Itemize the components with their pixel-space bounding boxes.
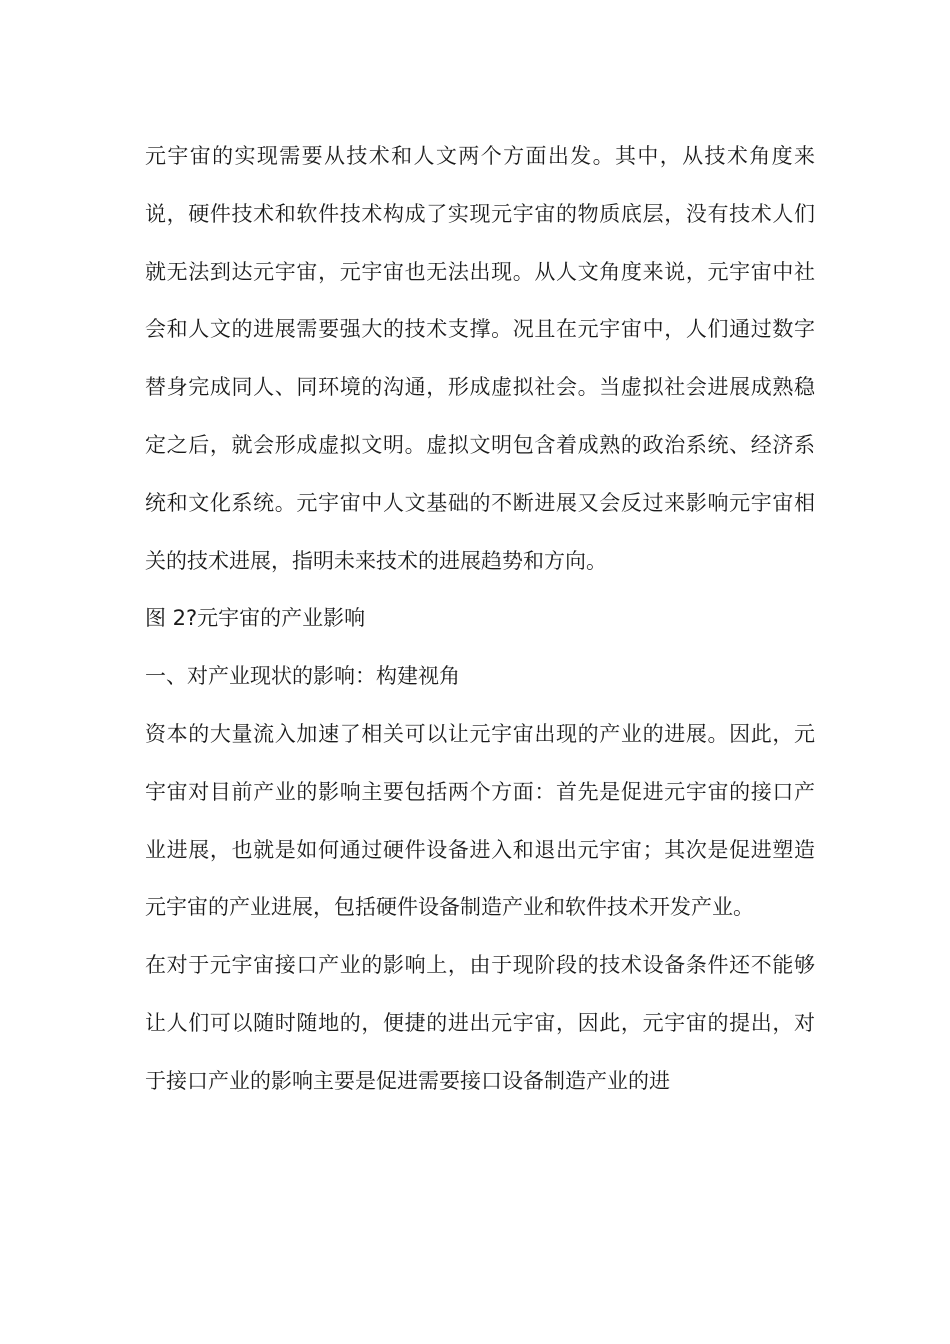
paragraph-technology-humanities: 元宇宙的实现需要从技术和人文两个方面出发。其中，从技术角度来说，硬件技术和软件技术构成了实现元宇宙的物质底层，没有技术人们就无法到达元宇宙，元宇宙也无法出现。从人文角度来说，元宇宙中社会和人文的进展需要强大的技术支撑。况且在元宇宙中，人们通过数字替身完成同人、同环境的沟通，形成虚拟社会。当虚拟社会进展成熟稳定之后，就会形成虚拟文明。虚拟文明包含着成熟的政治系统、经济系统和文化系统。元宇宙中人文基础的不断进展又会反过来影响元宇宙相关的技术进展，指明未来技术的进展趋势和方向。 — [145, 144, 815, 573]
figure-caption: 图 2?元宇宙的产业影响 — [145, 606, 366, 631]
paragraph-capital-inflow: 资本的大量流入加速了相关可以让元宇宙出现的产业的进展。因此，元宇宙对目前产业的影响主要包括两个方面：首先是促进元宇宙的接口产业进展，也就是如何通过硬件设备进入和退出元宇宙；其次是促进塑造元宇宙的产业进展，包括硬件设备制造产业和软件技术开发产业。 — [145, 721, 815, 920]
section-heading: 一、对产业现状的影响：构建视角 — [145, 664, 460, 689]
document-body — [145, 128, 815, 1111]
paragraph-interface-industry: 在对于元宇宙接口产业的影响上，由于现阶段的技术设备条件还不能够让人们可以随时随地的，便捷的进出元宇宙，因此，元宇宙的提出，对于接口产业的影响主要是促进需要接口设备制造产业的进 — [145, 953, 815, 1093]
